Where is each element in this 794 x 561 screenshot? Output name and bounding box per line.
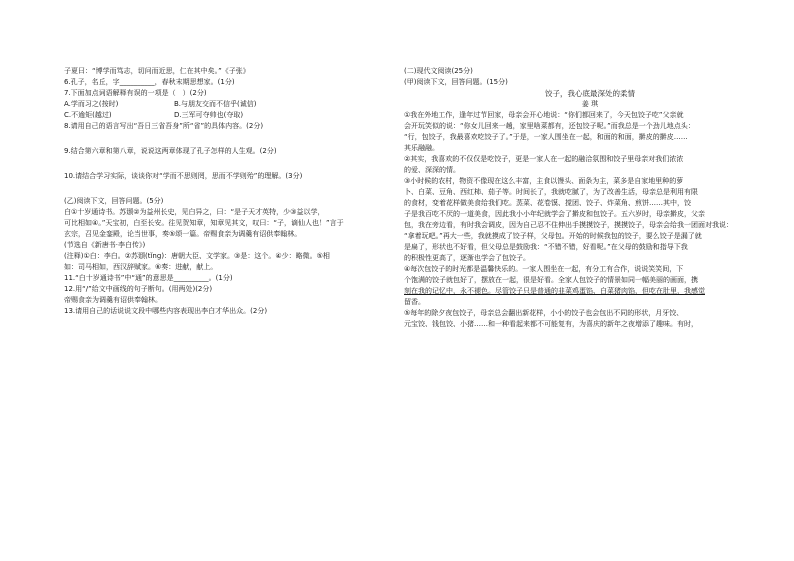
question-13: 13.请用自己的话说说文段中哪些内容表现出李白才华出众。(2分) [64, 307, 268, 315]
essay-line-11: 包，我在旁边看，有时我会调皮，因为自己忍不住伸出手摸摸饺子，摸摸饺子，母亲会给我一团面对我说： [404, 221, 733, 229]
essay-line-8: 卜、白菜、豆角、西红柿、茄子等。时间长了，我就吃腻了，为了改善生活，母亲总是利用有限 [404, 188, 698, 196]
essay-line-19: ⑤每年的除夕夜包饺子，母亲总会翻出新花样，小小的饺子也会包出不同的形状，月牙饺、 [404, 309, 684, 317]
essay-line-16: 个饱满的饺子就包好了，摆放在一起，很是好看。全家人包饺子的情景如同一幅美丽的画面，携 [404, 276, 698, 284]
question-11: 11.“白十岁通诗书”中“通”的意思是__________。(1分) [64, 274, 233, 282]
question-6: 6.孔子，名丘，字__________，春秋末期思想家。(1分) [64, 78, 235, 86]
q7-option-a: A.学而习之(按时) [64, 100, 119, 108]
essay-line-2: 会开玩笑似的说：“你女儿回来一趟，家里啥菜都有，还包饺子呢。”而我总是一个劲儿地点头： [404, 122, 695, 130]
essay-author: 姜 琪 [581, 100, 599, 108]
essay-line-7: ③小时候的农村，物资不像现在这么丰富，主食以馒头、面条为主，菜多是自家地里种的萝 [404, 177, 684, 185]
question-12: 12.用“/”给文中画线的句子断句。(用两处)(2分) [64, 285, 213, 293]
essay-title: 饺子，我心底最深处的柔情 [545, 89, 635, 98]
notes-line-1: (注释)①白：李白。②苏颋(tǐng)：唐朝大臣、文学家。③是：这个。④少：略微。⑤相 [64, 252, 330, 260]
question-7: 7.下面加点词语解释有误的一项是（ ）(2分) [64, 89, 207, 97]
question-8: 8.请用自己的语言写出“吾日三省吾身”所“省”的具体内容。(2分) [64, 122, 264, 130]
essay-line-12: “拿着玩吧。”再大一些，我就摸成了饺子样，父母包。开始的时候我包的饺子，要么饺子是漏了就 [404, 232, 702, 240]
essay-line-10: 子是我百吃不厌的一道美食，因此我小小年纪就学会了擀皮和包饺子。五六岁时，母亲擀皮，父亲 [404, 210, 705, 218]
quote-zixia: 子夏曰：“博学而笃志，切问而近思，仁在其中矣。”《子张》 [64, 67, 250, 75]
q7-options-row-2 [64, 110, 396, 121]
essay-line-3: “行，包饺子，我最喜欢吃饺子了。”于是，一家人围坐在一起，和面的和面，擀皮的擀皮…… [404, 133, 688, 141]
passage-line-2: 可比相如④。”天宝初，白至长安。往见贺知章，知章见其文，叹曰：“子，谪仙人也！”言于 [64, 219, 344, 227]
q7-options-row-1 [64, 99, 396, 110]
notes-line-2: 如：司马相如，西汉辞赋家。⑥奏：进献，献上。 [64, 263, 218, 271]
q7-option-b: B.与朋友交而不信乎(诚信) [174, 100, 257, 108]
section-heading: (二)现代文阅读(25分) [404, 67, 473, 75]
essay-line-17: 刻在我的记忆中，永不褪色。尽管饺子只是普通的韭菜鸡蛋馅、白菜猪肉馅，但吃在肚里，我感觉 [404, 287, 705, 295]
right-column [404, 66, 776, 330]
passage-line-3: 玄宗，召见金銮殿，论当世事，奏⑤颂一篇。帝赐食亲为调羹有诏供奉翰林。 [64, 230, 302, 238]
essay-line-9: 的食材，变着花样做美食给我们吃。蒸菜、花卷馍、搅团、饺子、炸菜角、煎饼……其中，饺 [404, 199, 691, 207]
essay-line-13: 是扁了，形状也不好看，但父母总是鼓励我：“不错不错，好看呢。”在父母的鼓励和指导下我 [404, 243, 688, 251]
essay-line-1: ①我在外地工作，逢年过节回家，母亲会开心地说：“你们都回来了，今天包饺子吃”父亲就 [404, 111, 684, 119]
subsection-heading: (甲)阅读下文，回答问题。(15分) [404, 78, 508, 86]
question-12-sentence: 帝赐食亲为调羹有诏供奉翰林。 [64, 296, 162, 304]
left-column [64, 66, 396, 317]
essay-line-15: ④每次包饺子的时光都是温馨快乐的。一家人围坐在一起，有分工有合作，说说笑笑间，下 [404, 265, 684, 273]
essay-line-20: 元宝饺、钱包饺、小猪……和一种看起来都不可能复有，为喜庆的新年之夜增添了趣味。有时， [404, 320, 698, 328]
q7-option-c: C.不逾矩(越过) [64, 111, 112, 119]
question-9: 9.结合第六章和第八章，说说这两章体现了孔子怎样的人生观。(2分) [64, 147, 277, 155]
essay-line-6: 的爱、深深的情。 [404, 166, 460, 174]
passage-line-1: 白①十岁通诗书。苏颋②为益州长史，见白异之，曰：“是子天才英特，少③益以学， [64, 208, 325, 216]
section-b-heading: (乙)阅读下文，回答问题。(5分) [64, 197, 164, 205]
q7-option-d: D.三军可夺帅也(夺取) [174, 111, 244, 119]
essay-line-4: 其乐融融。 [404, 144, 439, 152]
passage-source: (节选自《新唐书·李白传》) [64, 241, 146, 249]
essay-line-14: 的积极性更高了，逐渐也学会了包饺子。 [404, 254, 530, 262]
essay-line-18: 留香。 [404, 298, 425, 306]
question-10: 10.请结合学习实际，谈谈你对“学而不思则罔，思而不学则殆”的理解。(3分) [64, 172, 303, 180]
essay-line-5: ②其实，我喜欢的不仅仅是吃饺子，更是一家人在一起的融洽氛围和饺子里母亲对我们浓浓 [404, 155, 684, 163]
